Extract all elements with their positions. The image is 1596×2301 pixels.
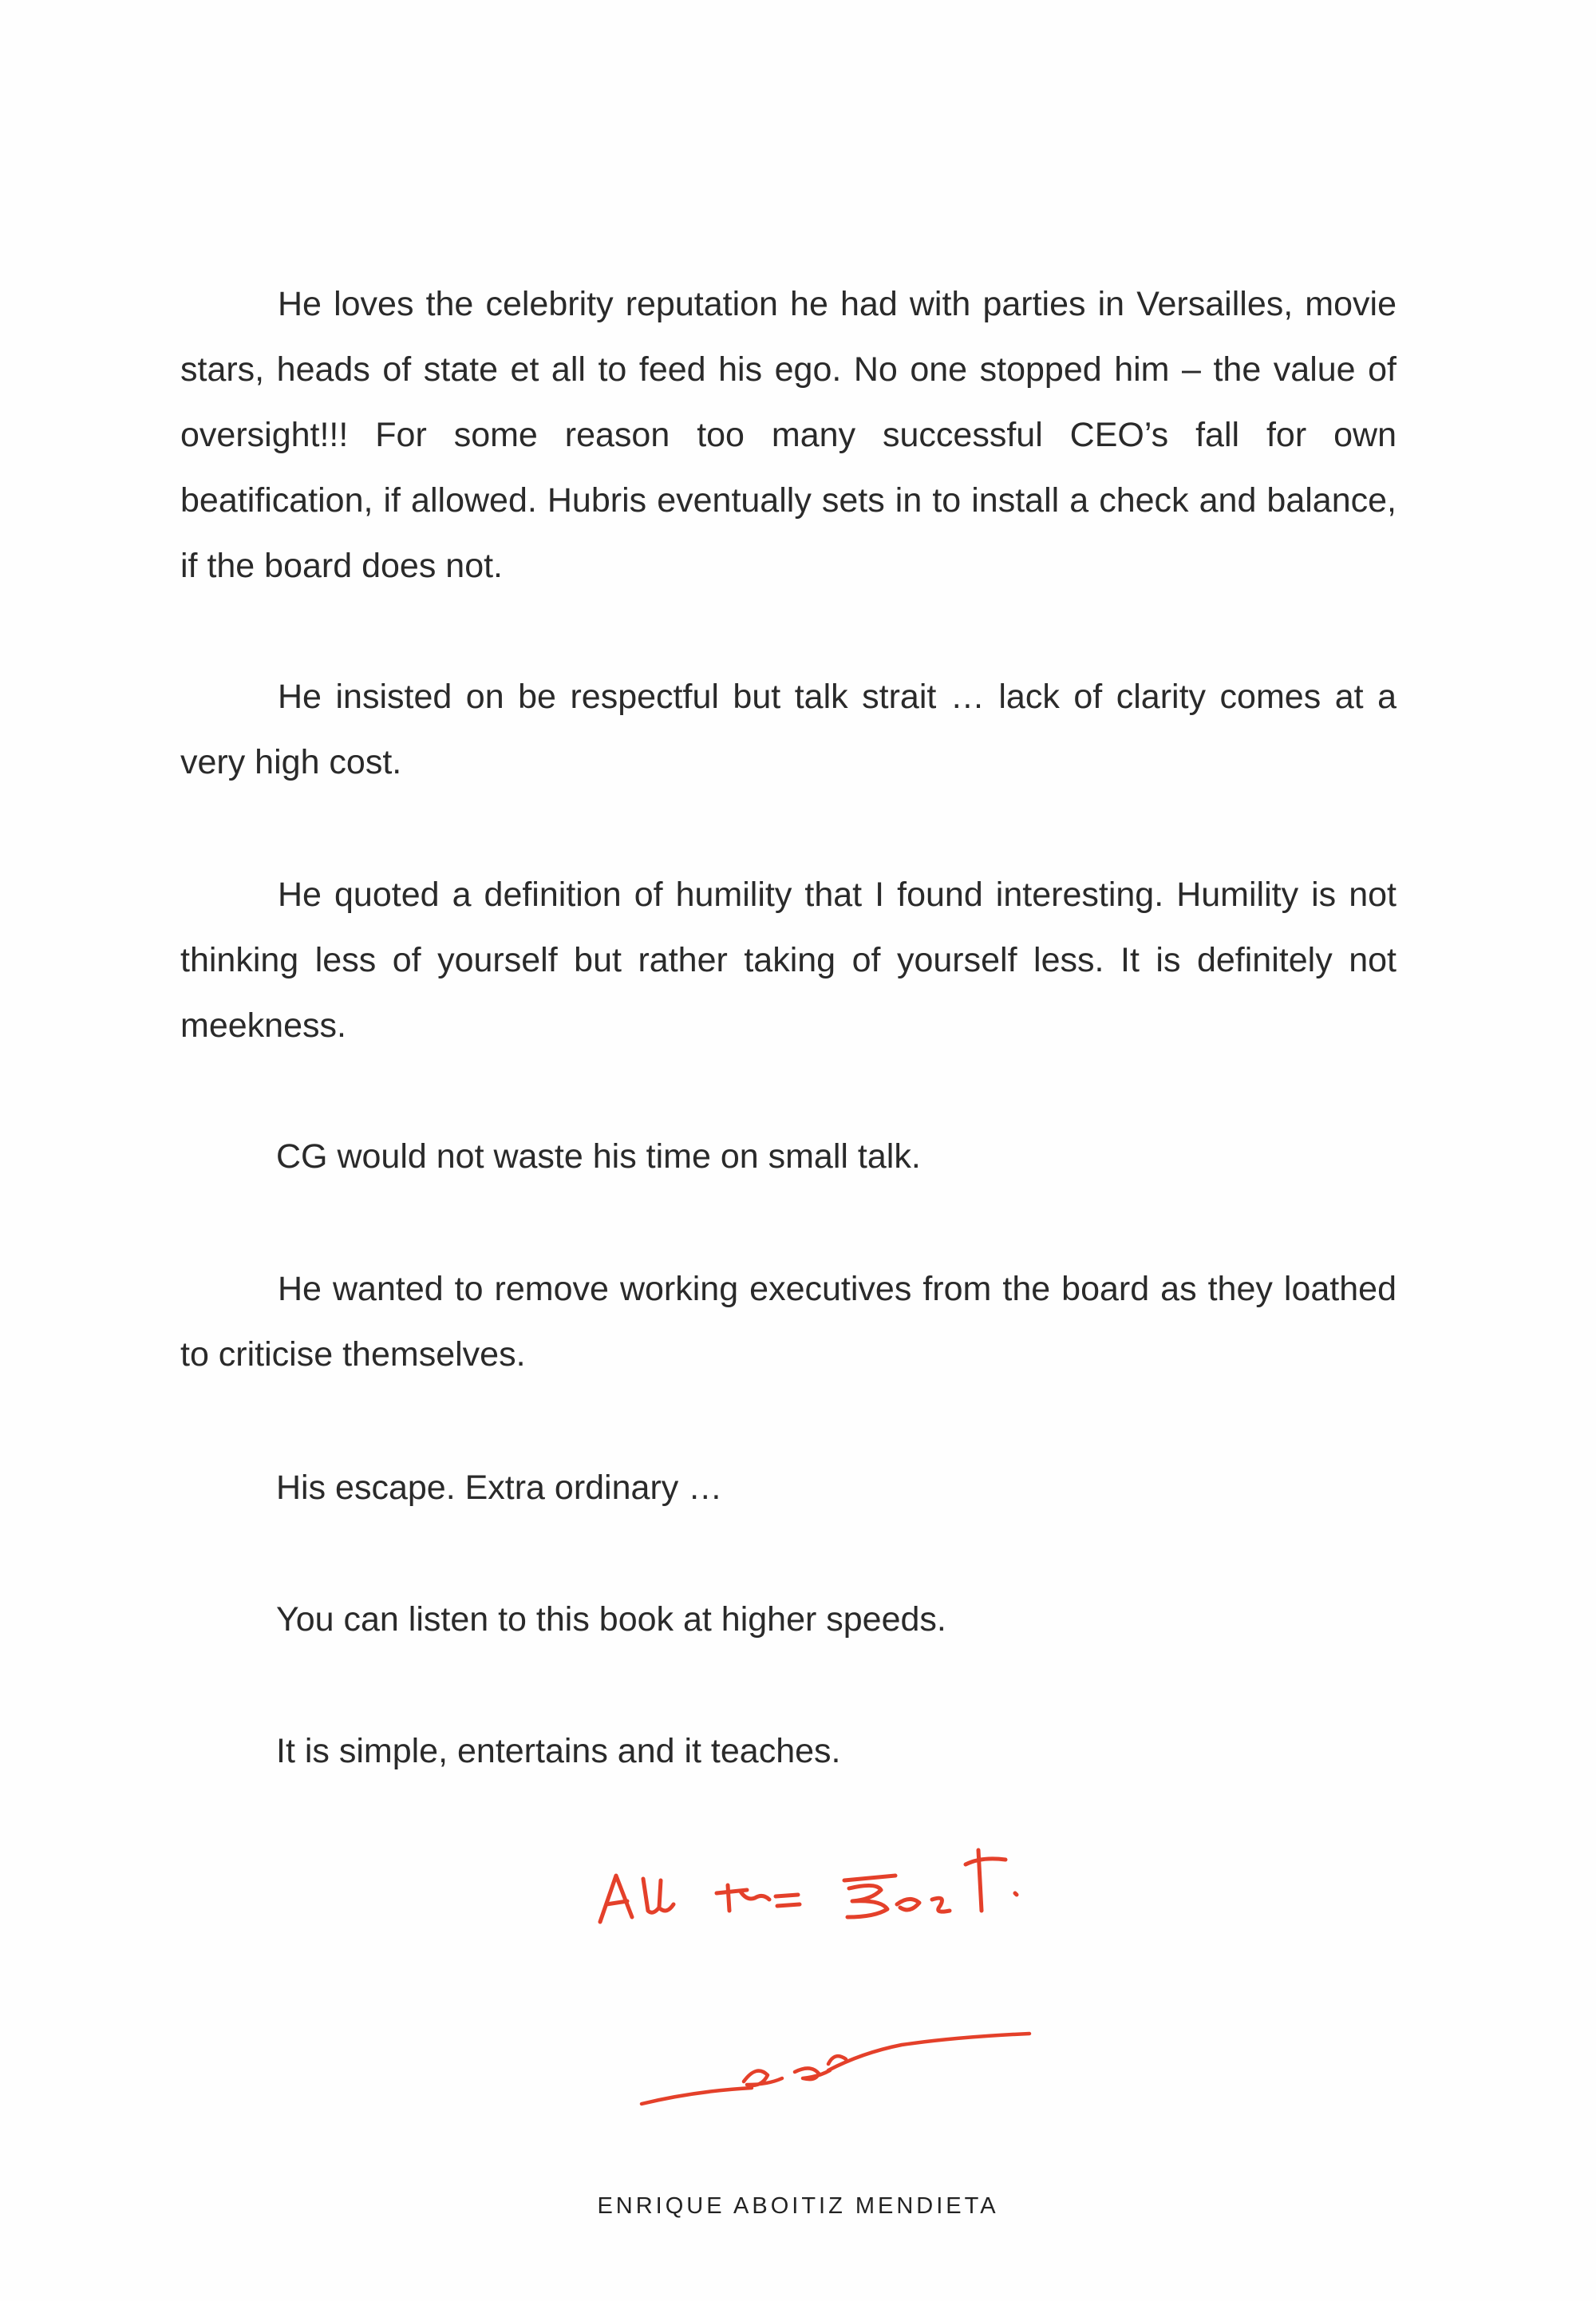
paragraph-text: It is simple, entertains and it teaches. [276, 1732, 841, 1770]
paragraph-3 [180, 862, 1396, 1058]
paragraph-4 [180, 1124, 1396, 1189]
paragraph-text: He wanted to remove working executives from the board as they loathed to criticise themselves. [180, 1270, 1396, 1374]
paragraph-6 [180, 1455, 1396, 1520]
signer-name: ENRIQUE ABOITIZ MENDIETA [597, 2193, 999, 2219]
handwritten-signature [559, 1828, 1197, 2131]
paragraph-text: CG would not waste his time on small talk. [276, 1137, 921, 1176]
paragraph-7 [180, 1587, 1396, 1652]
paragraph-8 [180, 1718, 1396, 1784]
paragraph-text: He insisted on be respectful but talk strait … lack of clarity comes at a very high cost. [180, 678, 1396, 781]
paragraph-text: He quoted a definition of humility that I found interesting. Humility is not thinking less of yourself but rather taking of yourself less. It is definitely not meekness. [180, 876, 1396, 1045]
paragraph-2 [180, 664, 1396, 795]
paragraph-text: You can listen to this book at higher speeds. [276, 1600, 946, 1639]
signature-drawing [559, 1828, 1197, 2131]
paragraph-5 [180, 1256, 1396, 1387]
paragraph-text: He loves the celebrity reputation he had with parties in Versailles, movie stars, heads of state et all to feed his ego. No one stopped him – the value of oversight!!! For some reason too many successful CEO’s fall for own beatification, if allowed. Hubris eventually sets in to install a check and balance, if the board does not. [180, 285, 1396, 585]
paragraph-1 [180, 271, 1396, 599]
paragraph-text: His escape. Extra ordinary … [276, 1469, 723, 1507]
